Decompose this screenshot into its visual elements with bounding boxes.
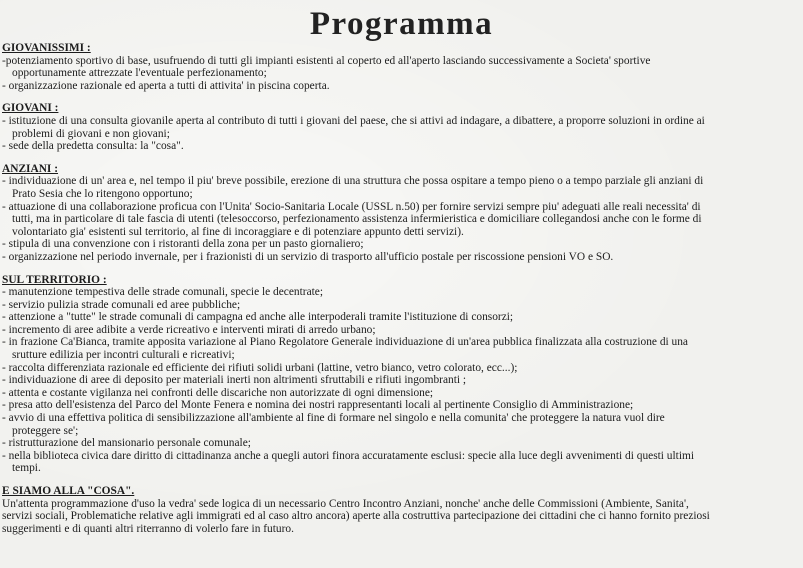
section-heading: E SIAMO ALLA "COSA". [2, 485, 135, 497]
section-cosa [2, 485, 803, 535]
program-line: Prato Sesia che lo ritengono opportuno; [12, 187, 193, 200]
program-line: -potenziamento sportivo di base, usufruendo di tutti gli impianti esistenti al coperto ed all'aperto lasciando successivamente a Societa' sportive [2, 54, 651, 67]
section-giovanissimi [2, 42, 803, 92]
program-line: srutture edilizia per incontri culturali e ricreativi; [12, 349, 235, 362]
program-line: - presa atto dell'esistenza del Parco del Monte Fenera e nomina dei nostri rappresentanti locali al pertinente Consiglio di Amministrazione; [2, 399, 634, 412]
section-heading: GIOVANI : [2, 102, 59, 115]
program-line: Un'attenta programmazione d'uso la vedra' sede logica di un necessario Centro Incontro Anziani, nonche' anche delle Commissioni (Ambiente, Sanita', [2, 497, 689, 510]
program-content [2, 42, 803, 535]
program-line: - stipula di una convenzione con i ristoranti della zona per un pasto giornaliero; [2, 238, 364, 251]
section-heading: GIOVANISSIMI : [2, 42, 91, 54]
section-heading: ANZIANI : [2, 162, 59, 175]
program-line: - organizzazione razionale ed aperta a tutti di attivita' in piscina coperta. [2, 79, 330, 92]
program-line: opportunamente attrezzate l'eventuale perfezionamento; [12, 67, 267, 80]
program-line: - individuazione di aree di deposito per materiali inerti non altrimenti sfruttabili e rifiuti ingombranti ; [2, 374, 467, 387]
program-line: - attuazione di una collaborazione proficua con l'Unita' Socio-Sanitaria Locale (USSL n.50) per fornire servizi sempre piu' adeguati alle reali necessita' di [2, 200, 701, 213]
section-spacer [2, 92, 803, 102]
program-line: - attenta e costante vigilanza nei confronti delle discariche non autorizzate di ogni dimensione; [2, 386, 434, 399]
program-line: problemi di giovani e non giovani; [12, 127, 170, 140]
program-line: - in frazione Ca'Bianca, tramite apposita variazione al Piano Regolatore Generale individuazione di un'area pubblica finalizzata alla costruzione di una [2, 336, 688, 349]
program-line: - avvio di una effettiva politica di sensibilizzazione all'ambiente al fine di formare nel singolo e nella comunita' che proteggere la natura vuol dire [2, 412, 665, 425]
section-spacer [2, 153, 803, 163]
program-line: servizi sociali, Problematiche relative agli immigrati ed al caso altro ancora) aperte alla costruttiva partecipazione dei cittadini che ci hanno fornito preziosi [2, 510, 710, 523]
program-line: tutti, ma in particolare di tale fascia di utenti (telesoccorso, perfezionamento assistenza infermieristica e domiciliare collegandosi anche con le forme di [12, 213, 702, 226]
section-giovani [2, 102, 803, 152]
page-title: Programma [309, 6, 494, 42]
program-line: - incremento di aree adibite a verde ricreativo e interventi mirati di arredo urbano; [2, 323, 376, 336]
program-line: - servizio pulizia strade comunali ed aree pubbliche; [2, 298, 241, 311]
section-heading: SUL TERRITORIO : [2, 273, 107, 286]
program-line: - raccolta differenziata razionale ed efficiente dei rifiuti solidi urbani (lattine, vetro bianco, vetro colorato, ecc...); [2, 361, 518, 374]
program-line: - sede della predetta consulta: la "cosa". [2, 140, 184, 153]
program-line: - manutenzione tempestiva delle strade comunali, specie le decentrate; [2, 286, 324, 299]
program-line: volontariato gia' esistenti sul territorio, al fine di incoraggiare e di potenziare appunto detti servizi). [12, 225, 464, 238]
program-line: proteggere se'; [12, 424, 79, 437]
program-line: - ristrutturazione del mansionario personale comunale; [2, 437, 251, 450]
program-line: - organizzazione nel periodo invernale, per i frazionisti di un servizio di trasporto all'ufficio postale per riscossione pensioni VO e SO. [2, 250, 614, 263]
program-line: - attenzione a "tutte" le strade comunali di campagna ed anche alle interpoderali tramite l'istituzione di consorzi; [2, 311, 514, 324]
program-line: - nella biblioteca civica dare diritto di cittadinanza anche a quegli autori finora accuratamente esclusi: specie alla luce degli avvenimenti di questi ultimi [2, 449, 695, 462]
section-territorio [2, 274, 803, 476]
program-line: - individuazione di un' area e, nel tempo il piu' breve possibile, erezione di una struttura che possa ospitare a tempo pieno o a tempo parziale gli anziani di [2, 175, 704, 188]
program-line: suggerimenti e di quanti altri riterranno di volerlo fare in futuro. [2, 522, 294, 535]
program-line: - istituzione di una consulta giovanile aperta al contributo di tutti i giovani del paese, che si attivi ad indagare, a dibattere, a proporre soluzioni in ordine ai [2, 114, 705, 127]
program-line: tempi. [12, 462, 41, 475]
section-spacer [2, 475, 803, 485]
section-anziani [2, 163, 803, 264]
section-spacer [2, 264, 803, 274]
